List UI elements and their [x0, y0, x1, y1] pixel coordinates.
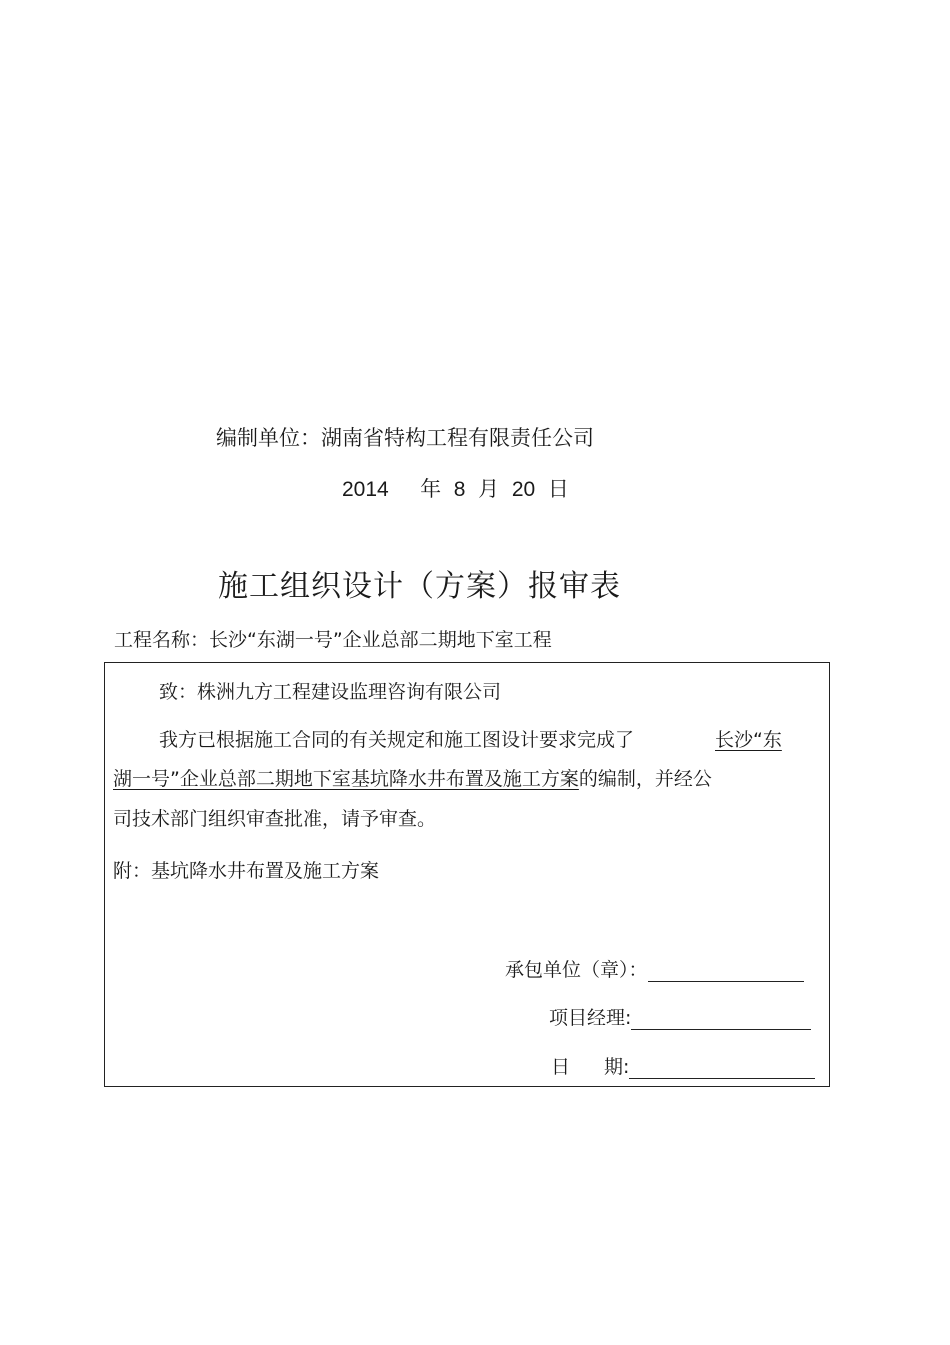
manager-signature-field[interactable]	[631, 1009, 811, 1030]
review-form-box	[104, 662, 830, 1087]
date-label-part2: 期:	[604, 1056, 630, 1078]
statement-underlined-start: 长沙“东	[715, 729, 782, 751]
date-month-char: 月	[478, 477, 500, 501]
date-month: 8	[453, 478, 466, 501]
date-day: 20	[511, 478, 536, 501]
statement-line-3: 司技术部门组织审查批准，请予审查。	[113, 808, 437, 830]
statement-line-1: 我方已根据施工合同的有关规定和施工图设计要求完成了	[159, 729, 635, 751]
contractor-signature-row	[505, 955, 804, 982]
manager-signature-row	[549, 1003, 811, 1030]
date-label-part1: 日	[551, 1056, 571, 1078]
compile-date	[342, 473, 569, 503]
statement-line-2	[113, 764, 712, 791]
project-name: 工程名称：长沙“东湖一号”企业总部二期地下室工程	[114, 629, 552, 651]
compiling-unit: 编制单位：湖南省特构工程有限责任公司	[216, 426, 594, 450]
contractor-label: 承包单位（章）：	[505, 959, 648, 981]
form-title: 施工组织设计（方案）报审表	[218, 569, 621, 604]
date-year-char: 年	[420, 477, 442, 501]
date-signature-field[interactable]	[629, 1058, 815, 1079]
statement-line-2-rest: 的编制，并经公	[578, 768, 712, 790]
date-day-char: 日	[547, 477, 569, 501]
addressee: 致：株洲九方工程建设监理咨询有限公司	[159, 681, 502, 703]
date-signature-row	[551, 1052, 815, 1079]
date-year: 2014	[342, 478, 389, 501]
manager-label: 项目经理:	[549, 1007, 632, 1029]
contractor-signature-field[interactable]	[648, 961, 804, 982]
statement-underlined-scheme: 湖一号”企业总部二期地下室基坑降水井布置及施工方案	[113, 768, 579, 790]
attachment-note: 附：基坑降水井布置及施工方案	[113, 860, 380, 882]
